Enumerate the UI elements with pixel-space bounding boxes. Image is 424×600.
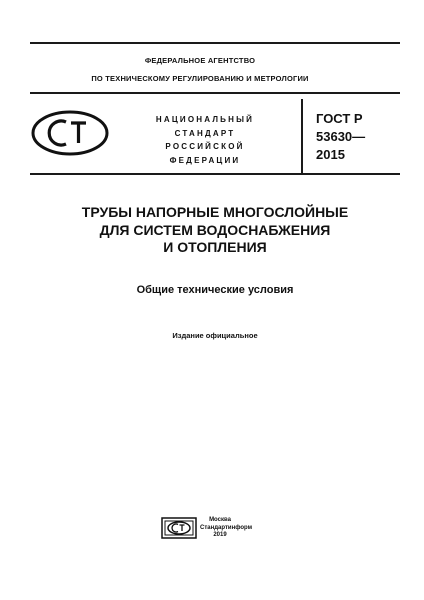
national-line-1: НАЦИОНАЛЬНЫЙ — [155, 115, 255, 124]
standartinform-logo-icon — [161, 517, 197, 539]
agency-line-2: ПО ТЕХНИЧЕСКОМУ РЕГУЛИРОВАНИЮ И МЕТРОЛОГИИ — [91, 74, 309, 83]
gost-r-logo-icon — [30, 109, 110, 157]
header-bottom-rule — [30, 173, 400, 175]
publisher-year: 2019 — [213, 532, 227, 538]
national-line-3: РОССИЙСКОЙ — [165, 142, 245, 151]
publisher-block — [200, 517, 253, 540]
top-rule — [30, 42, 400, 44]
document-subtitle: Общие технические условия — [136, 284, 294, 296]
title-line-2: ДЛЯ СИСТЕМ ВОДОСНАБЖЕНИЯ — [99, 221, 331, 238]
document-title — [30, 204, 400, 257]
title-line-1: ТРУБЫ НАПОРНЫЕ МНОГОСЛОЙНЫЕ — [81, 204, 349, 220]
header-rule — [30, 92, 400, 94]
national-line-2: СТАНДАРТ — [174, 128, 236, 138]
edition-label: Издание официальное — [172, 331, 258, 340]
gost-number-block — [316, 110, 365, 164]
gost-line-1: ГОСТ Р — [316, 111, 363, 126]
national-line-4: ФЕДЕРАЦИИ — [169, 155, 241, 165]
gost-line-3: 2015 — [316, 147, 345, 162]
gost-line-2: 53630— — [316, 129, 366, 144]
vertical-divider — [301, 99, 303, 173]
publisher-name: Стандартинформ — [200, 524, 253, 531]
title-line-3: И ОТОПЛЕНИЯ — [163, 239, 267, 255]
agency-line-1: ФЕДЕРАЛЬНОЕ АГЕНТСТВО — [144, 56, 256, 65]
national-standard-block — [140, 113, 270, 167]
publisher-city: Москва — [209, 517, 231, 523]
